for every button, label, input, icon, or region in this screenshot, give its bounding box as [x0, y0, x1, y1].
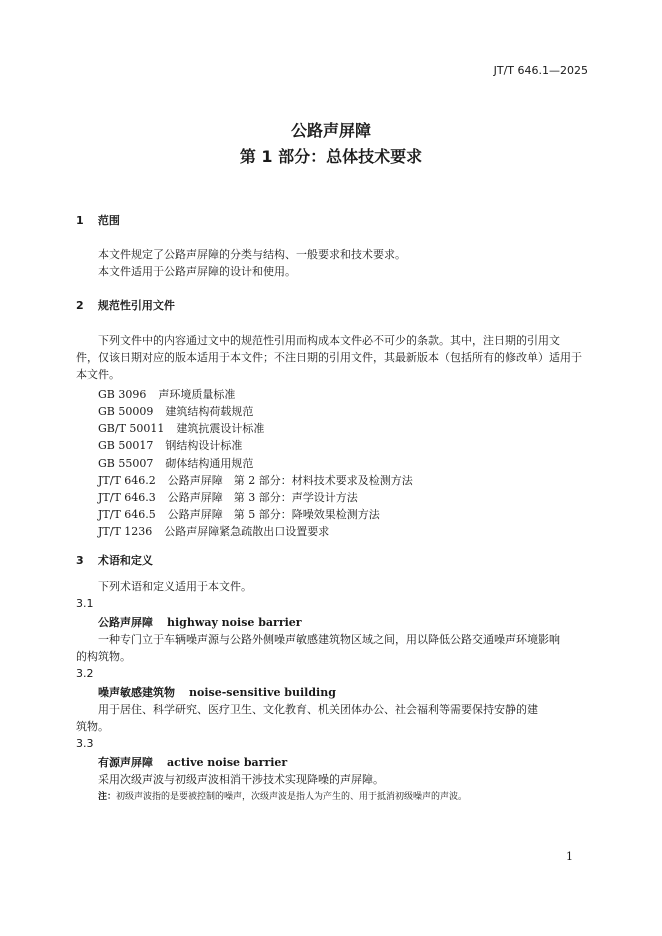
reference-item	[98, 403, 253, 419]
page-number: 1	[566, 850, 573, 863]
reference-item	[98, 437, 242, 453]
reference-code: JT/T 646.3	[98, 491, 156, 504]
reference-item	[98, 386, 235, 402]
reference-code: GB/T 50011	[98, 422, 165, 435]
reference-item	[98, 420, 264, 436]
paragraph: 本文件规定了公路声屏障的分类与结构、一般要求和技术要求。	[98, 248, 406, 261]
section-number: 2	[76, 299, 84, 312]
reference-title: 建筑结构荷载规范	[165, 405, 254, 418]
term-definition: 的构筑物。	[76, 650, 131, 663]
paragraph-line: 本文件。	[76, 368, 120, 381]
reference-code: JT/T 646.2	[98, 474, 156, 487]
paragraph-line: 件，仅该日期对应的版本适用于本文件；不注日期的引用文件，其最新版本（包括所有的修改单）适用于	[76, 351, 582, 364]
reference-item	[98, 523, 329, 539]
term-heading	[98, 754, 287, 770]
section-title: 术语和定义	[97, 554, 153, 567]
reference-code: GB 50017	[98, 439, 154, 452]
reference-title: 建筑抗震设计标准	[176, 422, 265, 435]
reference-code: GB 55007	[98, 457, 154, 470]
section-number: 3	[76, 554, 84, 567]
section-title: 范围	[97, 214, 120, 227]
document-subtitle: 第 1 部分：总体技术要求	[239, 147, 423, 166]
reference-code: GB 50009	[98, 405, 154, 418]
reference-title: 钢结构设计标准	[165, 439, 243, 452]
reference-title: 公路声屏障紧急疏散出口设置要求	[164, 525, 330, 538]
term-number: 3.3	[76, 737, 94, 750]
term-definition: 一种专门立于车辆噪声源与公路外侧噪声敏感建筑物区域之间，用以降低公路交通噪声环境影响	[98, 633, 560, 646]
paragraph-line: 下列文件中的内容通过文中的规范性引用而构成本文件必不可少的条款。其中，注日期的引用文	[98, 334, 560, 347]
section-2-heading	[76, 297, 175, 313]
reference-title: 公路声屏障 第 3 部分：声学设计方法	[167, 491, 358, 504]
term-number: 3.1	[76, 597, 94, 610]
paragraph: 本文件适用于公路声屏障的设计和使用。	[98, 265, 296, 278]
section-1-heading	[76, 212, 120, 228]
term-heading	[98, 614, 302, 630]
reference-title: 砌体结构通用规范	[165, 457, 254, 470]
section-title: 规范性引用文件	[97, 299, 175, 312]
reference-item	[98, 489, 358, 505]
term-definition: 采用次级声波与初级声波相消干涉技术实现降噪的声屏障。	[98, 773, 384, 786]
reference-item	[98, 506, 380, 522]
reference-title: 公路声屏障 第 2 部分：材料技术要求及检测方法	[167, 474, 413, 487]
reference-code: GB 3096	[98, 388, 147, 401]
note-label: 注：	[98, 792, 117, 802]
term-number: 3.2	[76, 667, 94, 680]
document-title: 公路声屏障	[290, 121, 371, 140]
term-note	[98, 789, 467, 802]
reference-item	[98, 472, 413, 488]
reference-title: 公路声屏障 第 5 部分：降噪效果检测方法	[167, 508, 380, 521]
paragraph: 下列术语和定义适用于本文件。	[98, 580, 252, 593]
note-text: 初级声波指的是要被控制的噪声，次级声波是指人为产生的、用于抵消初级噪声的声波。	[116, 792, 468, 802]
term-heading	[98, 684, 336, 700]
term-definition: 用于居住、科学研究、医疗卫生、文化教育、机关团体办公、社会福利等需要保持安静的建	[98, 703, 538, 716]
reference-item	[98, 455, 253, 471]
term-definition: 筑物。	[76, 720, 109, 733]
section-3-heading	[76, 552, 153, 568]
term-en: active noise barrier	[167, 756, 288, 769]
section-number: 1	[76, 214, 84, 227]
standard-number: JT/T 646.1—2025	[493, 64, 588, 77]
term-en: noise-sensitive building	[189, 686, 336, 699]
reference-code: JT/T 1236	[98, 525, 153, 538]
reference-title: 声环境质量标准	[158, 388, 236, 401]
term-zh: 有源声屏障	[98, 756, 153, 769]
term-en: highway noise barrier	[167, 616, 302, 629]
term-zh: 噪声敏感建筑物	[98, 686, 175, 699]
term-zh: 公路声屏障	[98, 616, 153, 629]
reference-code: JT/T 646.5	[98, 508, 156, 521]
